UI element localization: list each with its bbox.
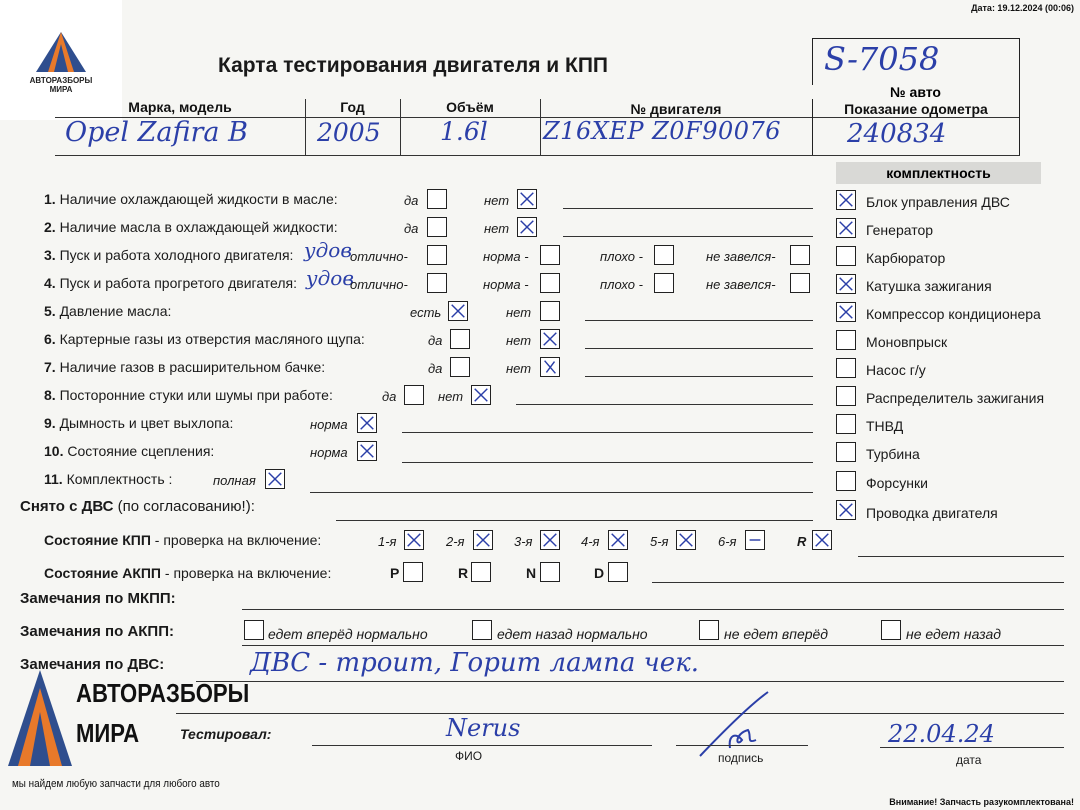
opt-bad: плохо -: [600, 249, 643, 264]
check-row-1: 1. Наличие охлаждающей жидкости в масле:: [44, 191, 338, 207]
akpp-d: D: [594, 565, 605, 581]
opt-no: нет: [438, 389, 464, 404]
akpp-no-back-box[interactable]: [881, 620, 901, 640]
kit-checkbox-2[interactable]: [836, 246, 856, 266]
row7-no-box[interactable]: [540, 357, 560, 377]
gear-3: 3-я: [514, 534, 533, 549]
opt-present: есть: [410, 305, 442, 320]
opt-excellent: отлично-: [350, 277, 408, 292]
gear-r: R: [797, 534, 807, 549]
warning-stamp: Внимание! Запчасть разукомплектована!: [889, 797, 1074, 807]
test-date-value: 22.04.24: [888, 720, 995, 748]
kit-item-5: Моновпрыск: [866, 334, 948, 350]
kit-item-0: Блок управления ДВС: [866, 194, 1010, 210]
remarks-mkpp-label: Замечания по МКПП:: [20, 590, 176, 607]
check-row-5: 5. Давление масла:: [44, 303, 172, 319]
opt-no: нет: [506, 333, 532, 348]
odometer-value: 240834: [847, 119, 947, 149]
col-odometer: Показание одометра: [844, 101, 988, 117]
gear-3-box[interactable]: [540, 530, 560, 550]
akpp-n-box[interactable]: [540, 562, 560, 582]
kit-title: комплектность: [886, 165, 991, 181]
logo-top-name: АВТОРАЗБОРЫ: [29, 76, 93, 85]
check-row-8: 8. Посторонние стуки или шумы при работе:: [44, 387, 333, 403]
kit-checkbox-6[interactable]: [836, 358, 856, 378]
kit-checkbox-4[interactable]: [836, 302, 856, 322]
kit-item-2: Карбюратор: [866, 250, 946, 266]
page-title: Карта тестирования двигателя и КПП: [218, 54, 609, 77]
signature-icon: [690, 690, 780, 760]
akpp-back-ok-box[interactable]: [472, 620, 492, 640]
check-row-9: 9. Дымность и цвет выхлопа:: [44, 415, 234, 431]
gear-5-box[interactable]: [676, 530, 696, 550]
row7-yes-box[interactable]: [450, 357, 470, 377]
header-table: [55, 99, 1020, 155]
opt-normal: норма: [310, 445, 348, 460]
col-year: Год: [340, 99, 365, 115]
opt-yes: да: [404, 221, 419, 236]
kit-checkbox-5[interactable]: [836, 330, 856, 350]
akpp-p-box[interactable]: [403, 562, 423, 582]
gear-4-box[interactable]: [608, 530, 628, 550]
check-row-11: 11. Комплектность :: [44, 471, 173, 487]
row4-nostart-box[interactable]: [790, 273, 810, 293]
akpp-r-box[interactable]: [471, 562, 491, 582]
kit-item-6: Насос г/у: [866, 362, 926, 378]
kit-checkbox-0[interactable]: [836, 190, 856, 210]
logo-big-sub: МИРА: [76, 718, 140, 748]
row3-excellent-box[interactable]: [427, 245, 447, 265]
opt-no: нет: [506, 305, 532, 320]
row1-no-box[interactable]: [517, 189, 537, 209]
check-row-4: 4. Пуск и работа прогретого двигателя:: [44, 275, 298, 291]
col-model: Марка, модель: [128, 99, 232, 115]
akpp-n: N: [526, 565, 537, 581]
row2-yes-box[interactable]: [427, 217, 447, 237]
car-number-label: № авто: [890, 84, 941, 100]
row10-box[interactable]: [357, 441, 377, 461]
engine-no-value: Z16XEP Z0F90076: [543, 117, 782, 145]
opt-nostart: не завелся-: [706, 249, 776, 264]
opt-no: нет: [484, 193, 510, 208]
kit-item-8: ТНВД: [866, 418, 904, 434]
logo-triangle-icon: [34, 30, 88, 74]
opt-no: нет: [484, 221, 510, 236]
row6-no-box[interactable]: [540, 329, 560, 349]
col-engine-no: № двигателя: [630, 101, 722, 117]
remarks-akpp-label: Замечания по АКПП:: [20, 623, 174, 640]
kit-checkbox-3[interactable]: [836, 274, 856, 294]
kpp-label: Состояние КПП - проверка на включение:: [44, 532, 322, 548]
kit-item-7: Распределитель зажигания: [866, 390, 1045, 406]
row3-bad-box[interactable]: [654, 245, 674, 265]
tester-name: Nerus: [446, 714, 521, 742]
akpp-p: P: [390, 565, 400, 581]
row4-excellent-box[interactable]: [427, 273, 447, 293]
opt-normal: норма -: [483, 277, 529, 292]
opt-full: полная: [213, 473, 256, 488]
volume-value: 1.6l: [440, 117, 488, 146]
kit-item-11: Проводка двигателя: [866, 505, 998, 521]
opt-no: нет: [506, 361, 532, 376]
gear-2: 2-я: [446, 534, 465, 549]
gear-1: 1-я: [378, 534, 397, 549]
kit-item-3: Катушка зажигания: [866, 278, 992, 294]
gear-2-box[interactable]: [473, 530, 493, 550]
akpp-no-fwd: не едет вперёд: [724, 626, 829, 642]
logo-big-name: АВТОРАЗБОРЫ: [76, 678, 250, 708]
check-row-7: 7. Наличие газов в расширительном бачке:: [44, 359, 326, 375]
logo-slogan: мы найдем любую запчасти для любого авто: [12, 778, 220, 790]
check-row-10: 10. Состояние сцепления:: [44, 443, 215, 459]
row4-normal-box[interactable]: [540, 273, 560, 293]
gear-6-box[interactable]: [745, 530, 765, 550]
opt-yes: да: [428, 361, 443, 376]
removed-label: Снято с ДВС (по согласованию!):: [20, 498, 255, 515]
remarks-dvs-text: ДВС - троит, Горит лампа чек.: [250, 648, 699, 678]
opt-yes: да: [428, 333, 443, 348]
tested-label: Тестировал:: [180, 726, 272, 742]
row8-no-box[interactable]: [471, 385, 491, 405]
opt-normal: норма -: [483, 249, 529, 264]
akpp-no-back: не едет назад: [906, 626, 1001, 642]
opt-nostart: не завелся-: [706, 277, 776, 292]
opt-yes: да: [404, 193, 419, 208]
kit-checkbox-9[interactable]: [836, 442, 856, 462]
kit-item-1: Генератор: [866, 222, 934, 238]
akpp-d-box[interactable]: [608, 562, 628, 582]
year-value: 2005: [317, 118, 381, 147]
car-number-value: S-7058: [824, 40, 940, 78]
kit-item-10: Форсунки: [866, 475, 928, 491]
akpp-back-ok: едет назад нормально: [497, 626, 648, 642]
gear-1-box[interactable]: [404, 530, 424, 550]
akpp-fwd-ok-box[interactable]: [244, 620, 264, 640]
kit-checkbox-8[interactable]: [836, 414, 856, 434]
gear-r-box[interactable]: [812, 530, 832, 550]
date-stamp: Дата: 19.12.2024 (00:06): [971, 3, 1074, 13]
logo-top-sub: МИРА: [49, 85, 73, 94]
check-row-6: 6. Картерные газы из отверстия масляного щупа:: [44, 331, 365, 347]
check-row-2: 2. Наличие масла в охлаждающей жидкости:: [44, 219, 338, 235]
opt-bad: плохо -: [600, 277, 643, 292]
row3-note: удов: [304, 238, 352, 262]
akpp-fwd-ok: едет вперёд нормально: [268, 626, 428, 642]
kit-item-9: Турбина: [866, 446, 920, 462]
sign-label: подпись: [718, 751, 764, 765]
date-label: дата: [956, 753, 982, 767]
akpp-r: R: [458, 565, 469, 581]
row11-box[interactable]: [265, 469, 285, 489]
kit-checkbox-1[interactable]: [836, 218, 856, 238]
row5-no-box[interactable]: [540, 301, 560, 321]
opt-yes: да: [382, 389, 397, 404]
fio-label: ФИО: [455, 749, 483, 763]
row5-yes-box[interactable]: [448, 301, 468, 321]
row3-normal-box[interactable]: [540, 245, 560, 265]
akpp-no-fwd-box[interactable]: [699, 620, 719, 640]
row1-yes-box[interactable]: [427, 189, 447, 209]
row4-note: удов: [306, 266, 354, 290]
check-row-3: 3. Пуск и работа холодного двигателя:: [44, 247, 294, 263]
akpp-label: Состояние АКПП - проверка на включение:: [44, 565, 332, 581]
row9-box[interactable]: [357, 413, 377, 433]
row6-yes-box[interactable]: [450, 329, 470, 349]
kit-checkbox-7[interactable]: [836, 386, 856, 406]
model-value: Opel Zafira B: [65, 117, 248, 148]
row4-bad-box[interactable]: [654, 273, 674, 293]
col-volume: Объём: [446, 99, 494, 115]
remarks-dvs-label: Замечания по ДВС:: [20, 656, 165, 673]
row2-no-box[interactable]: [517, 217, 537, 237]
logo-big-triangle-icon: [6, 668, 74, 768]
kit-item-4: Компрессор кондиционера: [866, 306, 1041, 322]
opt-excellent: отлично-: [350, 249, 408, 264]
gear-6: 6-я: [718, 534, 737, 549]
kit-checkbox-11[interactable]: [836, 500, 856, 520]
opt-normal: норма: [310, 417, 348, 432]
kit-checkbox-10[interactable]: [836, 471, 856, 491]
row8-yes-box[interactable]: [404, 385, 424, 405]
gear-4: 4-я: [581, 534, 600, 549]
gear-5: 5-я: [650, 534, 669, 549]
row3-nostart-box[interactable]: [790, 245, 810, 265]
